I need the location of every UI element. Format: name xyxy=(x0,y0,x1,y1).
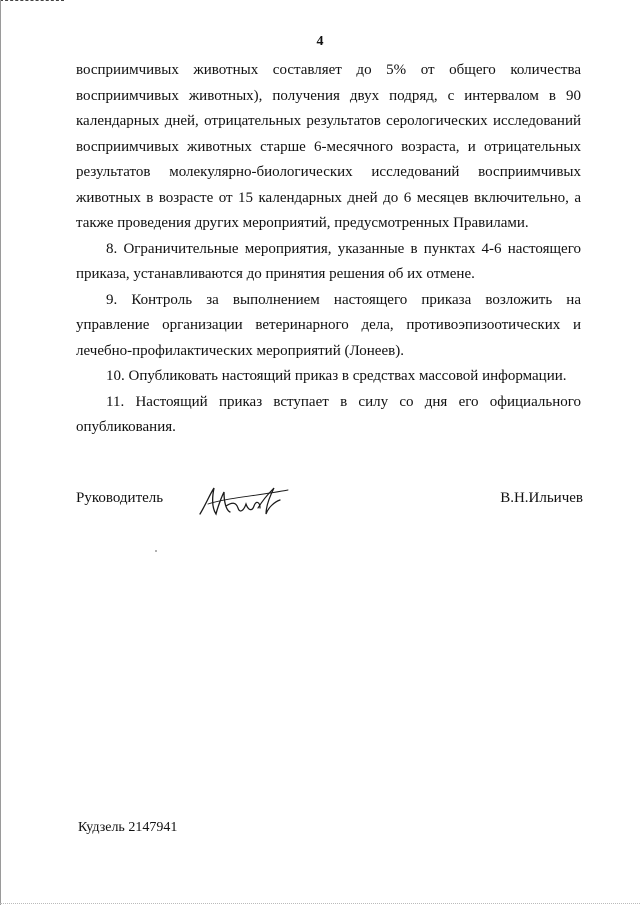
signatory-title: Руководитель xyxy=(76,490,164,506)
scan-edge-bottom xyxy=(0,903,640,904)
scan-edge-left xyxy=(0,0,3,905)
document-footer-code: Кудзель 2147941 xyxy=(78,820,178,835)
signatory-name: В.Н.Ильичев xyxy=(500,490,583,506)
handwritten-signature xyxy=(196,484,292,522)
page-number: 4 xyxy=(316,34,324,49)
paragraph-8: 8. Ограничительные мероприятия, указанные в пунктах 4-6 настоящего приказа, устанавливаются до принятия решения об их отмене. xyxy=(76,240,581,282)
signature-block xyxy=(76,484,583,524)
paragraph-11: 11. Настоящий приказ вступает в силу со дня его официального опубликования. xyxy=(76,393,581,435)
scan-speck xyxy=(155,550,157,552)
document-body xyxy=(76,58,581,441)
scan-edge-top xyxy=(0,0,64,4)
paragraph-10: 10. Опубликовать настоящий приказ в средствах массовой информации. xyxy=(106,368,567,384)
paragraph-9: 9. Контроль за выполнением настоящего приказа возложить на управление организации ветеринарного дела, противоэпизоотических и лечебно-профилактических мероприятий (Лонеев). xyxy=(76,291,581,359)
paragraph-continuation: восприимчивых животных составляет до 5% от общего количества восприимчивых животных), получения двух подряд, с интервалом в 90 календарных дней, отрицательных результатов серологических исследований восприимчивых животных старше 6-месячного возраста, и отрицательных результатов молекулярно-биологических исследований восприимчивых животных в возрасте от 15 календарных дней до 6 месяцев включительно, а также проведения других мероприятий, предусмотренных Правилами. xyxy=(76,62,581,231)
